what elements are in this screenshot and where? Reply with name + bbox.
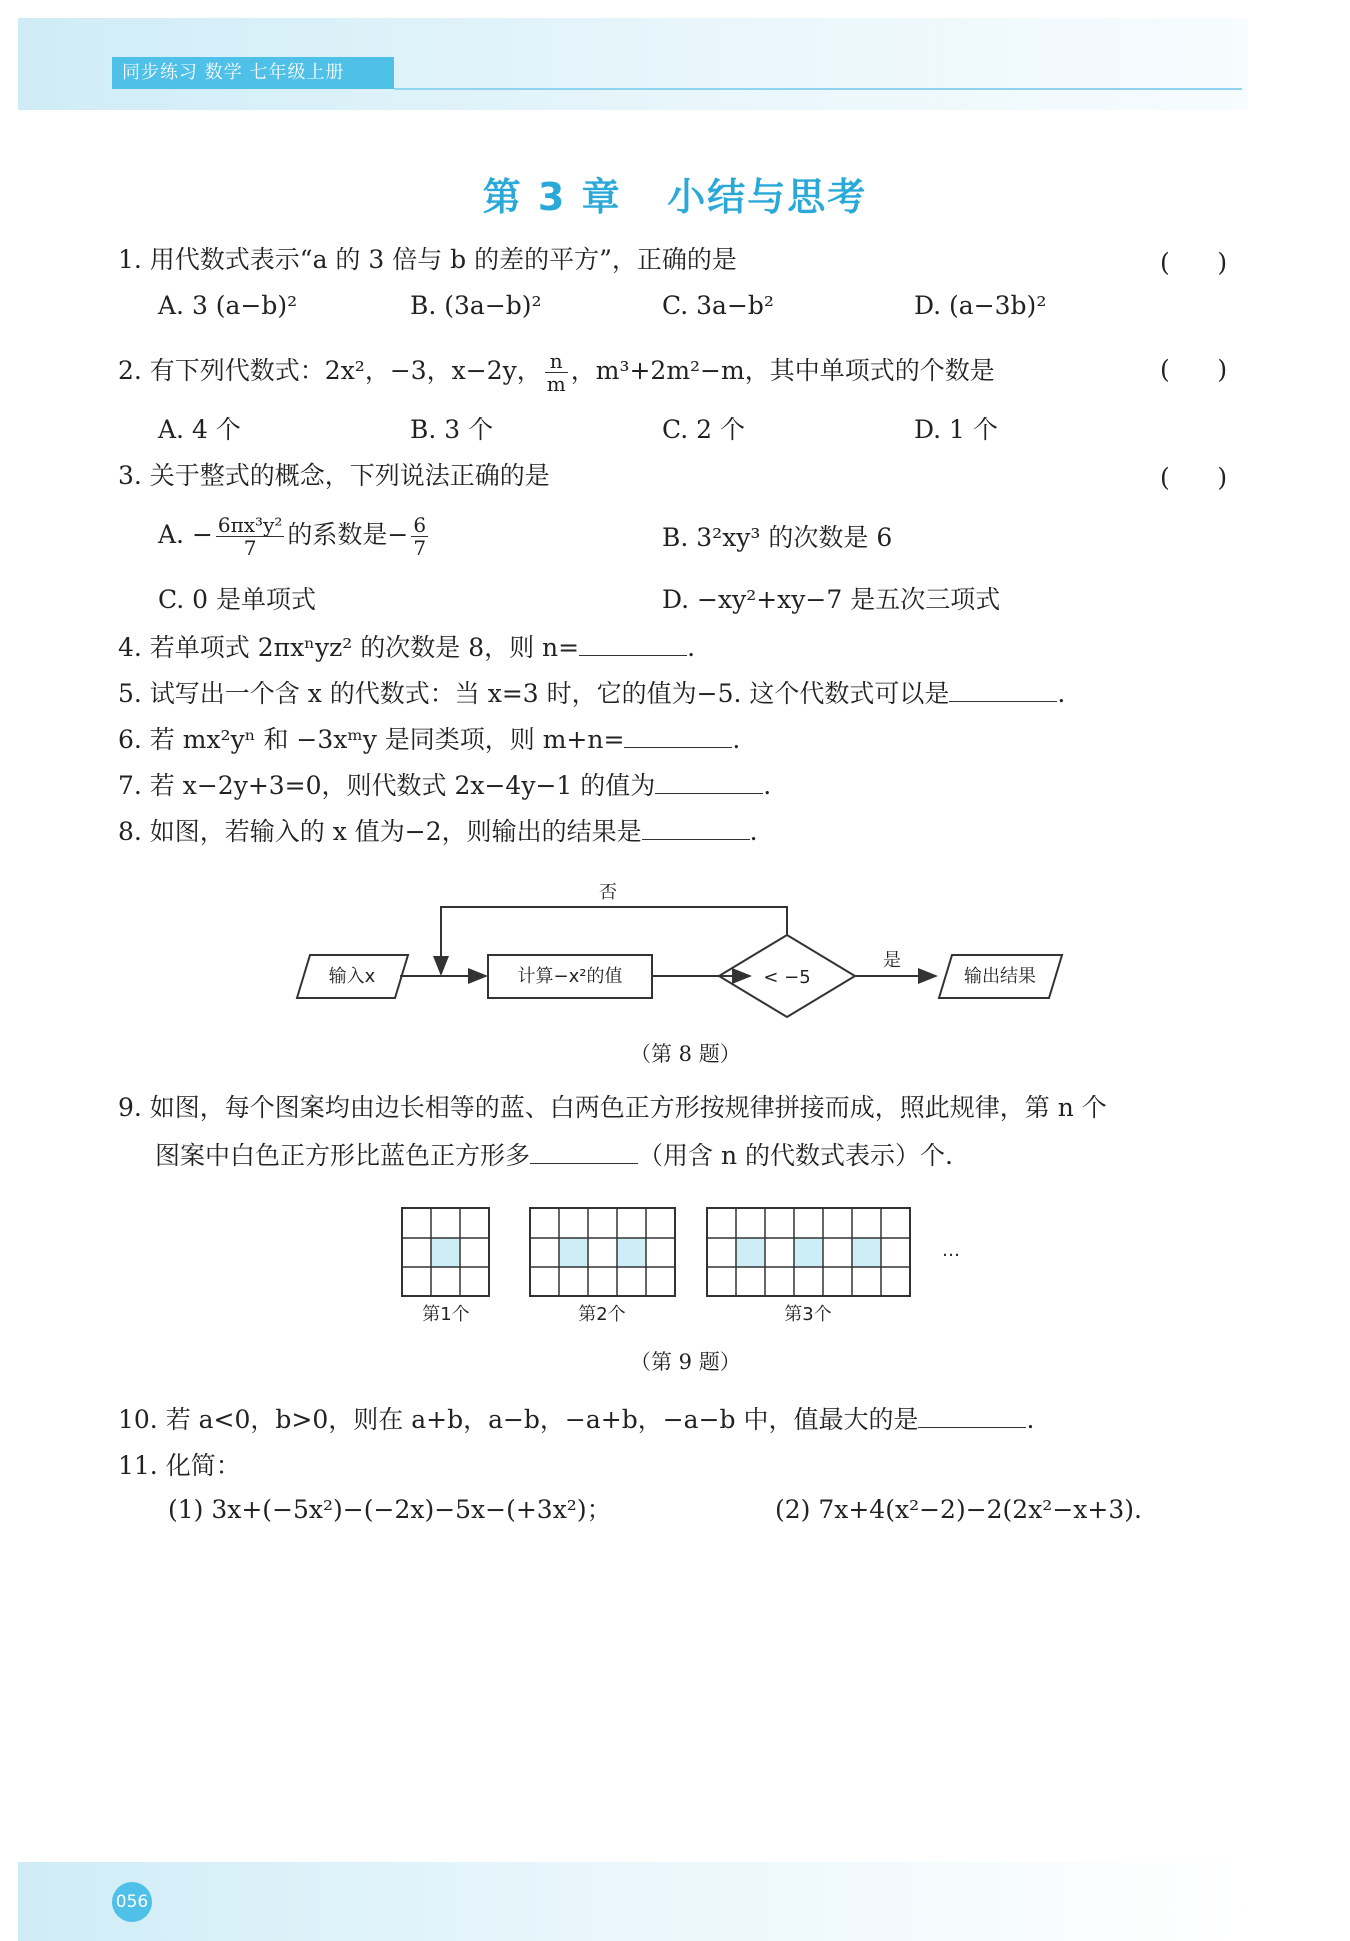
q2-frac-den: m: [546, 372, 566, 396]
q8-end: .: [749, 817, 758, 846]
chapter-title: 第 3 章 小结与思考: [482, 175, 868, 219]
q3-option-b: B. 3²xy³ 的次数是 6: [662, 523, 893, 552]
fig8-compute-label: 计算−x²的值: [517, 966, 623, 987]
pattern3-blue-square-1: [736, 1238, 765, 1267]
q10: [118, 1404, 1034, 1436]
q1-stem: 1. 用代数式表示“a 的 3 倍与 b 的差的平方”，正确的是: [118, 245, 737, 274]
fig9-pattern-1: [402, 1208, 489, 1325]
q2-option-c: C. 2 个: [662, 415, 745, 444]
q9-line1: 9. 如图，每个图案均由边长相等的蓝、白两色正方形按规律拼接而成，照此规律，第 n 个: [118, 1093, 1107, 1122]
q3-a-frac2-num: 6: [413, 513, 427, 537]
q11-part-1: (1) 3x+(−5x²)−(−2x)−5x−(+3x²)；: [168, 1495, 612, 1524]
q3-a-frac-den: 7: [243, 536, 257, 560]
fig8-caption: （第 8 题）: [630, 1042, 741, 1066]
q6-text: 6. 若 mx²yⁿ 和 −3xᵐy 是同类项，则 m+n=: [118, 725, 625, 754]
q10-answer-blank[interactable]: [918, 1405, 1026, 1428]
q10-end: .: [1026, 1405, 1035, 1434]
q2-stem-a: 2. 有下列代数式：2x²，−3，x−2y，: [118, 356, 542, 385]
q3-stem: 3. 关于整式的概念，下列说法正确的是: [118, 461, 550, 490]
fig8-output-label: 输出结果: [964, 966, 1036, 987]
pattern2-label: 第2个: [578, 1304, 626, 1325]
pattern3-blue-square-2: [794, 1238, 823, 1267]
q5-end: .: [1057, 679, 1066, 708]
fig8-yes-label: 是: [883, 950, 901, 971]
q4-end: .: [687, 633, 696, 662]
q6-end: .: [732, 725, 741, 754]
q2-option-a: A. 4 个: [158, 415, 241, 444]
q3-answer-paren: ( ): [1160, 463, 1228, 492]
q3-a-frac-num: 6πx³y²: [217, 513, 283, 537]
q3-a-mid: 的系数是−: [287, 520, 409, 549]
fig9-pattern-2: [530, 1208, 675, 1325]
q1-option-b: B. (3a−b)²: [410, 291, 542, 320]
q1-answer-paren: ( ): [1160, 248, 1228, 277]
fig9-ellipsis: …: [942, 1240, 960, 1261]
q9-line2-end: （用含 n 的代数式表示）个.: [638, 1141, 953, 1170]
pattern2-gridlines: [530, 1208, 675, 1296]
q2-answer-paren: ( ): [1160, 355, 1228, 384]
q11-stem: 11. 化简：: [118, 1451, 241, 1480]
q10-text: 10. 若 a<0，b>0，则在 a+b，a−b，−a+b，−a−b 中，值最大的是: [118, 1405, 919, 1434]
q7-end: .: [763, 771, 772, 800]
q1-option-c: C. 3a−b²: [662, 291, 774, 320]
q8-text: 8. 如图，若输入的 x 值为−2，则输出的结果是: [118, 817, 642, 846]
q2-stem-b: ，m³+2m²−m，其中单项式的个数是: [570, 356, 995, 385]
q7-text: 7. 若 x−2y+3=0，则代数式 2x−4y−1 的值为: [118, 771, 656, 800]
pattern3-label: 第3个: [784, 1304, 832, 1325]
q2-frac-num: n: [545, 350, 568, 373]
q11-part-2: (2) 7x+4(x²−2)−2(2x²−x+3).: [775, 1495, 1142, 1524]
pattern2-frame: [530, 1208, 675, 1296]
fig8-input-label: 输入x: [328, 966, 376, 987]
q5-text: 5. 试写出一个含 x 的代数式：当 x=3 时，它的值为−5. 这个代数式可以是: [118, 679, 950, 708]
q2-option-d: D. 1 个: [914, 415, 998, 444]
q9-line2-text: 图案中白色正方形比蓝色正方形多: [155, 1141, 531, 1170]
fig8-decision-label: < −5: [763, 967, 811, 988]
q2-option-b: B. 3 个: [410, 415, 494, 444]
q3-option-c: C. 0 是单项式: [158, 585, 316, 614]
page-number-badge: 056: [112, 1882, 152, 1922]
pattern1-label: 第1个: [422, 1304, 470, 1325]
q3-a-pre: A. −: [158, 520, 213, 549]
q1-option-a: A. 3 (a−b)²: [158, 291, 298, 320]
pattern2-blue-square-2: [617, 1238, 646, 1267]
fig9-caption: （第 9 题）: [630, 1350, 741, 1374]
fig8-no-label: 否: [599, 882, 617, 903]
fig9-pattern-3: [707, 1208, 910, 1325]
q1-option-d: D. (a−3b)²: [914, 291, 1047, 320]
q3-option-d: D. −xy²+xy−7 是五次三项式: [662, 585, 1001, 614]
header-book-tab: 同步练习 数学 七年级上册: [112, 57, 394, 89]
q4-text: 4. 若单项式 2πxⁿyz² 的次数是 8，则 n=: [118, 633, 580, 662]
pattern1-blue-square: [431, 1238, 460, 1267]
pattern3-blue-square-3: [852, 1238, 881, 1267]
q3-a-frac2-den: 7: [413, 536, 427, 560]
pattern2-blue-square-1: [559, 1238, 588, 1267]
footer-band: [18, 1862, 1248, 1941]
